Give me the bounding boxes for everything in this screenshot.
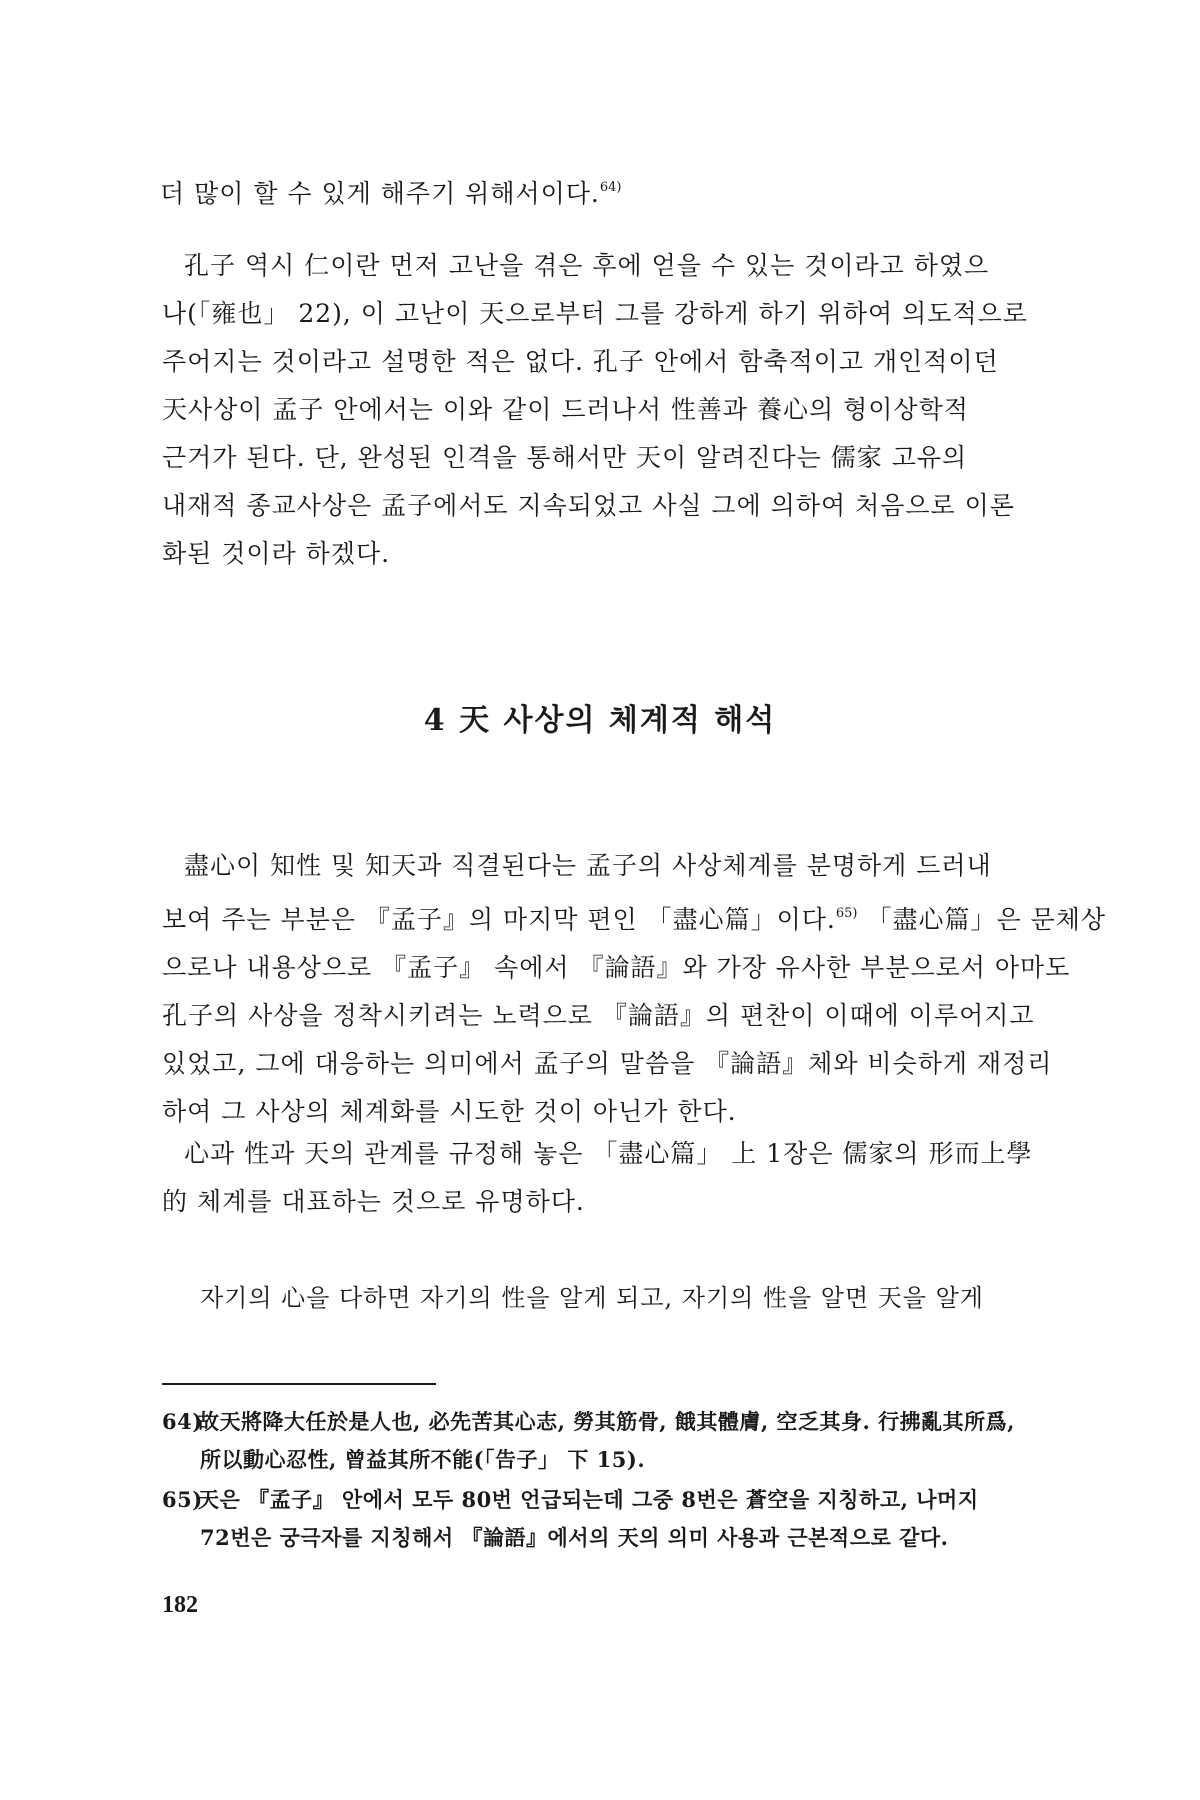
footnote-number: 65) xyxy=(162,1487,203,1512)
paragraph-heart-nature xyxy=(162,1130,1057,1226)
paragraph-line: 근거가 된다. 단, 완성된 인격을 통해서만 天이 알려진다는 儒家 고유의 xyxy=(162,443,968,472)
footnote-divider xyxy=(162,1383,436,1385)
paragraph-line: 하여 그 사상의 체계화를 시도한 것이 아닌가 한다. xyxy=(162,1097,737,1126)
paragraph-line: 盡心이 知性 및 知天과 직결된다는 孟子의 사상체계를 분명하게 드러내 xyxy=(184,851,992,880)
paragraph-line: 孔子의 사상을 정착시키려는 노력으로 『論語』의 편찬이 이때에 이루어지고 xyxy=(162,1001,1035,1030)
paragraph-text: 보여 주는 부분은 『孟子』의 마지막 편인 「盡心篇」이다. xyxy=(162,905,836,934)
footnote-ref-64: 64) xyxy=(599,180,622,195)
footnote-ref-65: 65) xyxy=(835,906,858,921)
paragraph-line: 주어지는 것이라고 설명한 적은 없다. 孔子 안에서 함축적이고 개인적이던 xyxy=(162,347,999,376)
footnote-text: 天은 『孟子』 안에서 모두 80번 언급되는데 그중 8번은 蒼空을 지칭하고, 나머지 xyxy=(198,1487,979,1512)
paragraph-line: 으로나 내용상으로 『孟子』 속에서 『論語』와 가장 유사한 부분으로서 아마도 xyxy=(162,953,1071,982)
footnote-text: 所以動心忍性, 曾益其所不能(「告子」 下 15). xyxy=(200,1447,646,1472)
paragraph-line: 있었고, 그에 대응하는 의미에서 孟子의 말씀을 『論語』체와 비슷하게 재정리 xyxy=(162,1049,1053,1078)
footnote-64 xyxy=(162,1403,1062,1479)
footnote-text: 72번은 궁극자를 지칭해서 『論語』에서의 天의 의미 사용과 근본적으로 같다. xyxy=(200,1525,949,1550)
page-number: 182 xyxy=(162,1592,198,1618)
paragraph-line: 화된 것이라 하겠다. xyxy=(162,539,391,568)
paragraph-text: 「盡心篇」은 문체상 xyxy=(857,905,1107,934)
paragraph-jinsim xyxy=(162,842,1107,1136)
paragraph-line: 내재적 종교사상은 孟子에서도 지속되었고 사실 그에 의하여 처음으로 이론 xyxy=(162,491,1015,520)
paragraph-line: 的 체계를 대표하는 것으로 유명하다. xyxy=(162,1187,585,1216)
paragraph-confucius xyxy=(162,242,1057,578)
block-quote xyxy=(200,1274,1060,1322)
paragraph-line: 孔子 역시 仁이란 먼저 고난을 겪은 후에 얻을 수 있는 것이라고 하였으 xyxy=(184,251,990,280)
paragraph-text: 더 많이 할 수 있게 해주기 위해서이다. xyxy=(160,179,600,208)
paragraph-line: 天사상이 孟子 안에서는 이와 같이 드러나서 性善과 養心의 형이상학적 xyxy=(162,395,969,424)
paragraph-line: 心과 性과 天의 관계를 규정해 놓은 「盡心篇」 上 1장은 儒家의 形而上學 xyxy=(184,1139,1033,1168)
paragraph-continuation xyxy=(160,164,1055,218)
paragraph-line: 나(「雍也」 22), 이 고난이 天으로부터 그를 강하게 하기 위하여 의도적으로 xyxy=(162,299,1028,328)
footnote-number: 64) xyxy=(162,1409,203,1434)
footnote-text: 故天將降大任於是人也, 必先苦其心志, 勞其筋骨, 餓其體膚, 空乏其身. 行拂亂其所爲, xyxy=(198,1409,1015,1434)
quote-line: 자기의 心을 다하면 자기의 性을 알게 되고, 자기의 性을 알면 天을 알게 xyxy=(200,1284,984,1312)
footnote-65 xyxy=(162,1481,1062,1557)
section-heading: 4 天 사상의 체계적 해석 xyxy=(423,703,777,738)
